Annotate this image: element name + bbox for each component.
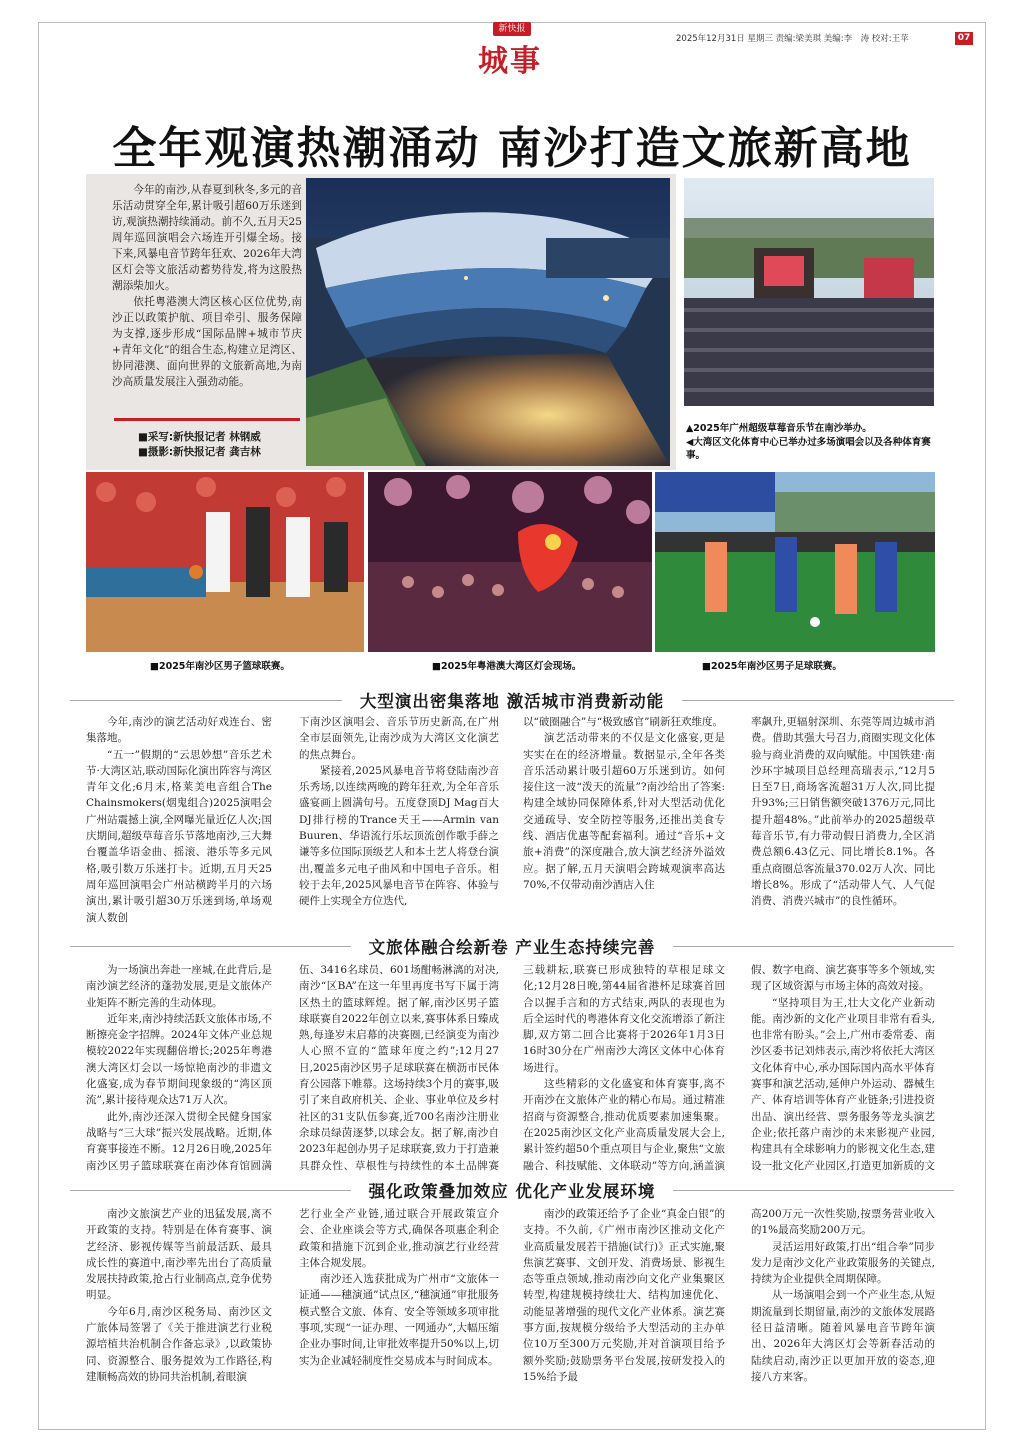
basketball-photo: [86, 472, 364, 652]
lead-box: [86, 174, 676, 470]
paragraph: 艺行业全产业链,通过联合开展政策宣介会、企业座谈会等方式,确保各项惠企利企政策和措施下沉到企业,推动演艺行业经营主体合规发展。: [299, 1208, 499, 1269]
section2-column-3: [523, 962, 725, 1176]
paragraph: 南沙的政策还给予了企业“真金白银”的支持。不久前,《广州市南沙区推动文化产业高质量发展若干措施(试行)》正式实施,聚焦演艺赛事、文创开发、消费场景、影视生态等重点领域,推动南沙向文化产业集聚区转型,构建规模持续壮大、结构加速优化、动能显著增强的现代文化产业体系。演艺赛事方面,按规模分级给予大型活动的主办单位10万至300万元奖励,并对首演项目给予额外奖励;鼓励票务平台发展,按研发投入的15%给予最: [523, 1208, 725, 1383]
paragraph: “坚持项目为王,壮大文化产业新动能。南沙新的文化产业项目非常有看头,也非常有盼头。”会上,广州市委常委、南沙区委书记刘炜表示,南沙将依托大湾区文化体育中心,承办国际国内高水平体育赛事和演艺活动,延伸户外运动、器械生产、体育培训等体育产业链条;引进投资出品、演出经营、票务服务等龙头演艺企业;依托落户南沙的未来影视产业园,构建具有全球影响力的影视文化生态,建设一批文化产业园区,打造更加新质的文: [751, 996, 935, 1172]
headline: 全年观演热潮涌动 南沙打造文旅新高地: [112, 123, 912, 174]
paragraph: 这些精彩的文化盛宴和体育赛事,离不开南沙在文旅体产业的精心布局。通过精准招商与资源整合,推动优质要素加速集聚。在2025南沙区文化产业高质量发展大会上,累计签约超50个重点项目与企业,聚焦“文旅融合、科技赋能、文体联动”等方向,涵盖演: [523, 1078, 725, 1172]
section1-column-2: [299, 714, 499, 932]
paragraph: 近年来,南沙持续活跃文旅体市场,不断擦亮金字招牌。2024年文体产业总规模较2022年实现翻倍增长;2025年粤港澳大湾区灯会以一场惊艳南沙的非遗文化盛宴,成为春节期间现象级的“湾区顶流”,累计接待观众达71万人次。: [86, 1012, 272, 1107]
section3-heading: 强化政策叠加效应 优化产业发展环境: [351, 1178, 674, 1202]
paragraph: 今年,南沙的演艺活动好戏连台、密集落地。: [86, 716, 272, 745]
credits: [138, 430, 261, 460]
lead-paragraph: 依托粤港澳大湾区核心区位优势,南沙正以政策护航、项目牵引、服务保障为支撑,逐步形成“国际品牌+城市节庆+青年文化”的组合生态,构建立足湾区、协同港澳、面向世界的文旅新高地,为南沙高质量发展注入强劲动能。: [112, 296, 302, 388]
section1-heading: 大型演出密集落地 激活城市消费新动能: [342, 688, 682, 712]
section1-column-3: [523, 714, 725, 932]
paragraph: 从一场演唱会到一个产业生态,从短期流量到长期留量,南沙的文旅体发展路径日益清晰。随着风暴电音节跨年演出、2026年大湾区灯会等新春活动的陆续启动,南沙正以更加开放的姿态,迎接八方来客。: [751, 1289, 935, 1383]
football-photo: [655, 472, 935, 652]
section1-column-4: [751, 714, 935, 932]
paragraph: 假、数字电商、演艺赛事等多个领域,实现了区域资源与市场主体的高效对接。: [751, 964, 935, 993]
page-number: 07: [955, 32, 973, 45]
music-festival-photo: [684, 178, 934, 406]
section3-column-2: [299, 1206, 499, 1424]
paragraph: 高200万元一次性奖励,按票务营业收入的1%最高奖励200万元。: [751, 1208, 935, 1237]
section3-column-4: [751, 1206, 935, 1424]
caption-lantern: ■2025年粤港澳大湾区灯会现场。: [432, 661, 582, 672]
section3-heading-wrap: [40, 1178, 984, 1202]
newspaper-tag: 新快报: [493, 22, 531, 36]
caption-football: ■2025年南沙区男子足球联赛。: [702, 661, 842, 672]
credit-writer: ■采写:新快报记者 林钢威: [138, 431, 261, 443]
section1-column-1: [86, 714, 272, 932]
paragraph: 伍、3416名球员、601场酣畅淋漓的对决,南沙“区BA”在这一年里再度书写下属于湾区热土的篮球辉煌。据了解,南沙区男子篮球联赛自2022年创立以来,赛事体系日臻成熟,每逢岁末启幕的决赛圈,已经演变为南沙人心照不宣的“篮球年度之约”;12月27日,2025南沙区男子足球联赛在横沥市民体育公园落下帷幕。这场持续3个月的赛事,吸引了来自政府机关、企业、事业单位及乡村社区的31支队伍参赛,近700名南沙注册业余球员绿茵逐梦,以球会友。据了解,南沙自2023年起创办男子足球联赛,致力于打造兼具群众性、草根性与持续性的本土品牌赛: [299, 964, 499, 1172]
paragraph: 以“破圈融合”与“极致感官”刷新狂欢维度。: [523, 716, 723, 728]
paragraph: 三载耕耘,联赛已形成独特的草根足球文化;12月28日晚,第44届省港杯足球赛首回合以握手言和的方式结束,两队的表现也为后全运时代的粤港体育文化交流增添了新注脚,双方第二回合比赛将于2026年1月3日16时30分在广州南沙大湾区文体中心体育场进行。: [523, 964, 725, 1074]
caption-basketball: ■2025年南沙区男子篮球联赛。: [150, 661, 290, 672]
paragraph: 为一场演出奔赴一座城,在此背后,是南沙演艺经济的蓬勃发展,更是文旅体产业矩阵不断完善的生动体现。: [86, 964, 272, 1009]
paragraph: 今年6月,南沙区税务局、南沙区文广旅体局签署了《关于推进演艺行业税源培植共治机制合作备忘录》,以政策协同、资源整合、服务提效为工作路径,构建顺畅高效的协同共治机制,着眼演: [86, 1305, 272, 1383]
credit-photo: ■摄影:新快报记者 龚吉林: [138, 446, 261, 458]
stadium-photo: [306, 178, 670, 466]
section3-column-3: [523, 1206, 725, 1424]
paragraph: 南沙文旅演艺产业的迅猛发展,离不开政策的支持。特别是在体育赛事、演艺经济、影视传媒等当前最活跃、最具成长性的赛道中,南沙率先出台了高质量发展扶持政策,抢占行业制高点,竞争优势明显。: [86, 1208, 272, 1302]
paragraph: 率飙升,更辐射深圳、东莞等周边城市消费。借助其强大号召力,商圈实现文化体验与商业消费的双向赋能。中国铁建·南沙环宇城项目总经理高瑞表示,“12月5日至7日,商场客流超31万人次,同比提升93%;三日销售额突破1376万元,同比提升超48%。”此前举办的2025超级草莓音乐节,有力带动假日消费力,全区消费总额6.43亿元、同比增长8.1%。各重点商圈总客流量370.02万人次、同比增长8%。形成了“活动带人气、人气促消费、消费兴城市”的良性循环。: [751, 716, 935, 908]
dateline: 2025年12月31日 星期三 责编:梁美琪 美编:李 涛 校对:王苹: [676, 34, 909, 44]
lantern-festival-photo: [368, 472, 652, 652]
divider: [114, 418, 300, 421]
paragraph: “五一”假期的“云思妙想”音乐艺术节·大湾区站,联动国际化演出阵容与湾区青年文化;6月末,格莱美电音组合The Chainsmokers(烟鬼组合)2025演唱会广州站震撼上演,全网曝光量近亿人次;国庆期间,超级草莓音乐节落地南沙,三大舞台覆盖华语金曲、摇滚、港乐等多元风格,吸引数万乐迷打卡。近期,五月天25周年巡回演唱会广州站横跨半月的六场演出,累计吸引超30万乐迷到场,单场观演人数创: [86, 748, 272, 924]
section2-heading-wrap: [40, 934, 984, 958]
section1-heading-wrap: [40, 688, 984, 712]
caption-festival: ▲2025年广州超级草莓音乐节在南沙举办。: [686, 423, 872, 434]
section2-heading: 文旅体融合绘新卷 产业生态持续完善: [351, 934, 674, 958]
paragraph: 此外,南沙还深入贯彻全民健身国家战略与“三大球”振兴发展战略。近期,体育赛事接连不断。12月26日晚,2025年南沙区男子篮球联赛在南沙体育馆圆满: [86, 1110, 272, 1172]
lead-text: [112, 182, 302, 390]
section3-column-1: [86, 1206, 272, 1424]
paragraph: 灵活运用好政策,打出“组合拳”同步发力是南沙文化产业政策服务的关键点,持续为企业提供全周期保障。: [751, 1240, 935, 1286]
paragraph: 紧接着,2025风暴电音节将登陆南沙音乐秀场,以连续两晚的跨年狂欢,为全年音乐盛宴画上圆满句号。五度登顶DJ Mag百大DJ排行榜的Trance天王——Armin van Buuren、华语流行乐坛顶流创作歌手薛之谦等多位国际顶级艺人和本土艺人将登台演出,覆盖多元电子曲风和中国电子音乐。相较于去年,2025风暴电音节在阵容、体验与硬件上实现全方位迭代,: [299, 764, 499, 908]
section2-column-4: [751, 962, 935, 1176]
section2-column-2: [299, 962, 499, 1176]
paragraph: 南沙还入选获批成为广州市“文旅体一证通——穗演通”试点区,“穗演通”审批服务模式整合文旅、体育、安全等领域多项审批事项,实现“一证办理、一网通办”,大幅压缩企业办事时间,让审批效率提升50%以上,切实为企业减轻制度性交易成本与时间成本。: [299, 1273, 499, 1367]
paragraph: 演艺活动带来的不仅是文化盛宴,更是实实在在的经济增量。数据显示,全年各类音乐活动累计吸引超60万乐迷到访。如何接住这一波“泼天的流量”?南沙给出了答案:构建全域协同保障体系,针对大型活动优化交通疏导、安全防控等服务,还推出美食专线、酒店优惠等配套福利。通过“音乐+文旅+消费”的深度融合,放大演艺经济外溢效应。据了解,五月天演唱会跨城观演率高达70%,不仅带动南沙酒店入住: [523, 732, 725, 891]
paragraph: 下南沙区演唱会、音乐节历史新高,在广州全市层面领先,让南沙成为大湾区文化演艺的焦点舞台。: [299, 716, 499, 761]
lead-paragraph: 今年的南沙,从春夏到秋冬,多元的音乐活动贯穿全年,累计吸引超60万乐迷到访,观演热潮持续涌动。前不久,五月天25周年巡回演唱会六场连开引爆全场。接下来,风暴电音节跨年狂欢、2026年大湾区灯会等文旅活动蓄势待发,将为这股热潮添柴加火。: [112, 184, 302, 292]
section2-column-1: [86, 962, 272, 1176]
caption-stadium: ◀大湾区文化体育中心已举办过多场演唱会以及各种体育赛事。: [686, 437, 931, 461]
section-title: 城事: [478, 44, 542, 79]
